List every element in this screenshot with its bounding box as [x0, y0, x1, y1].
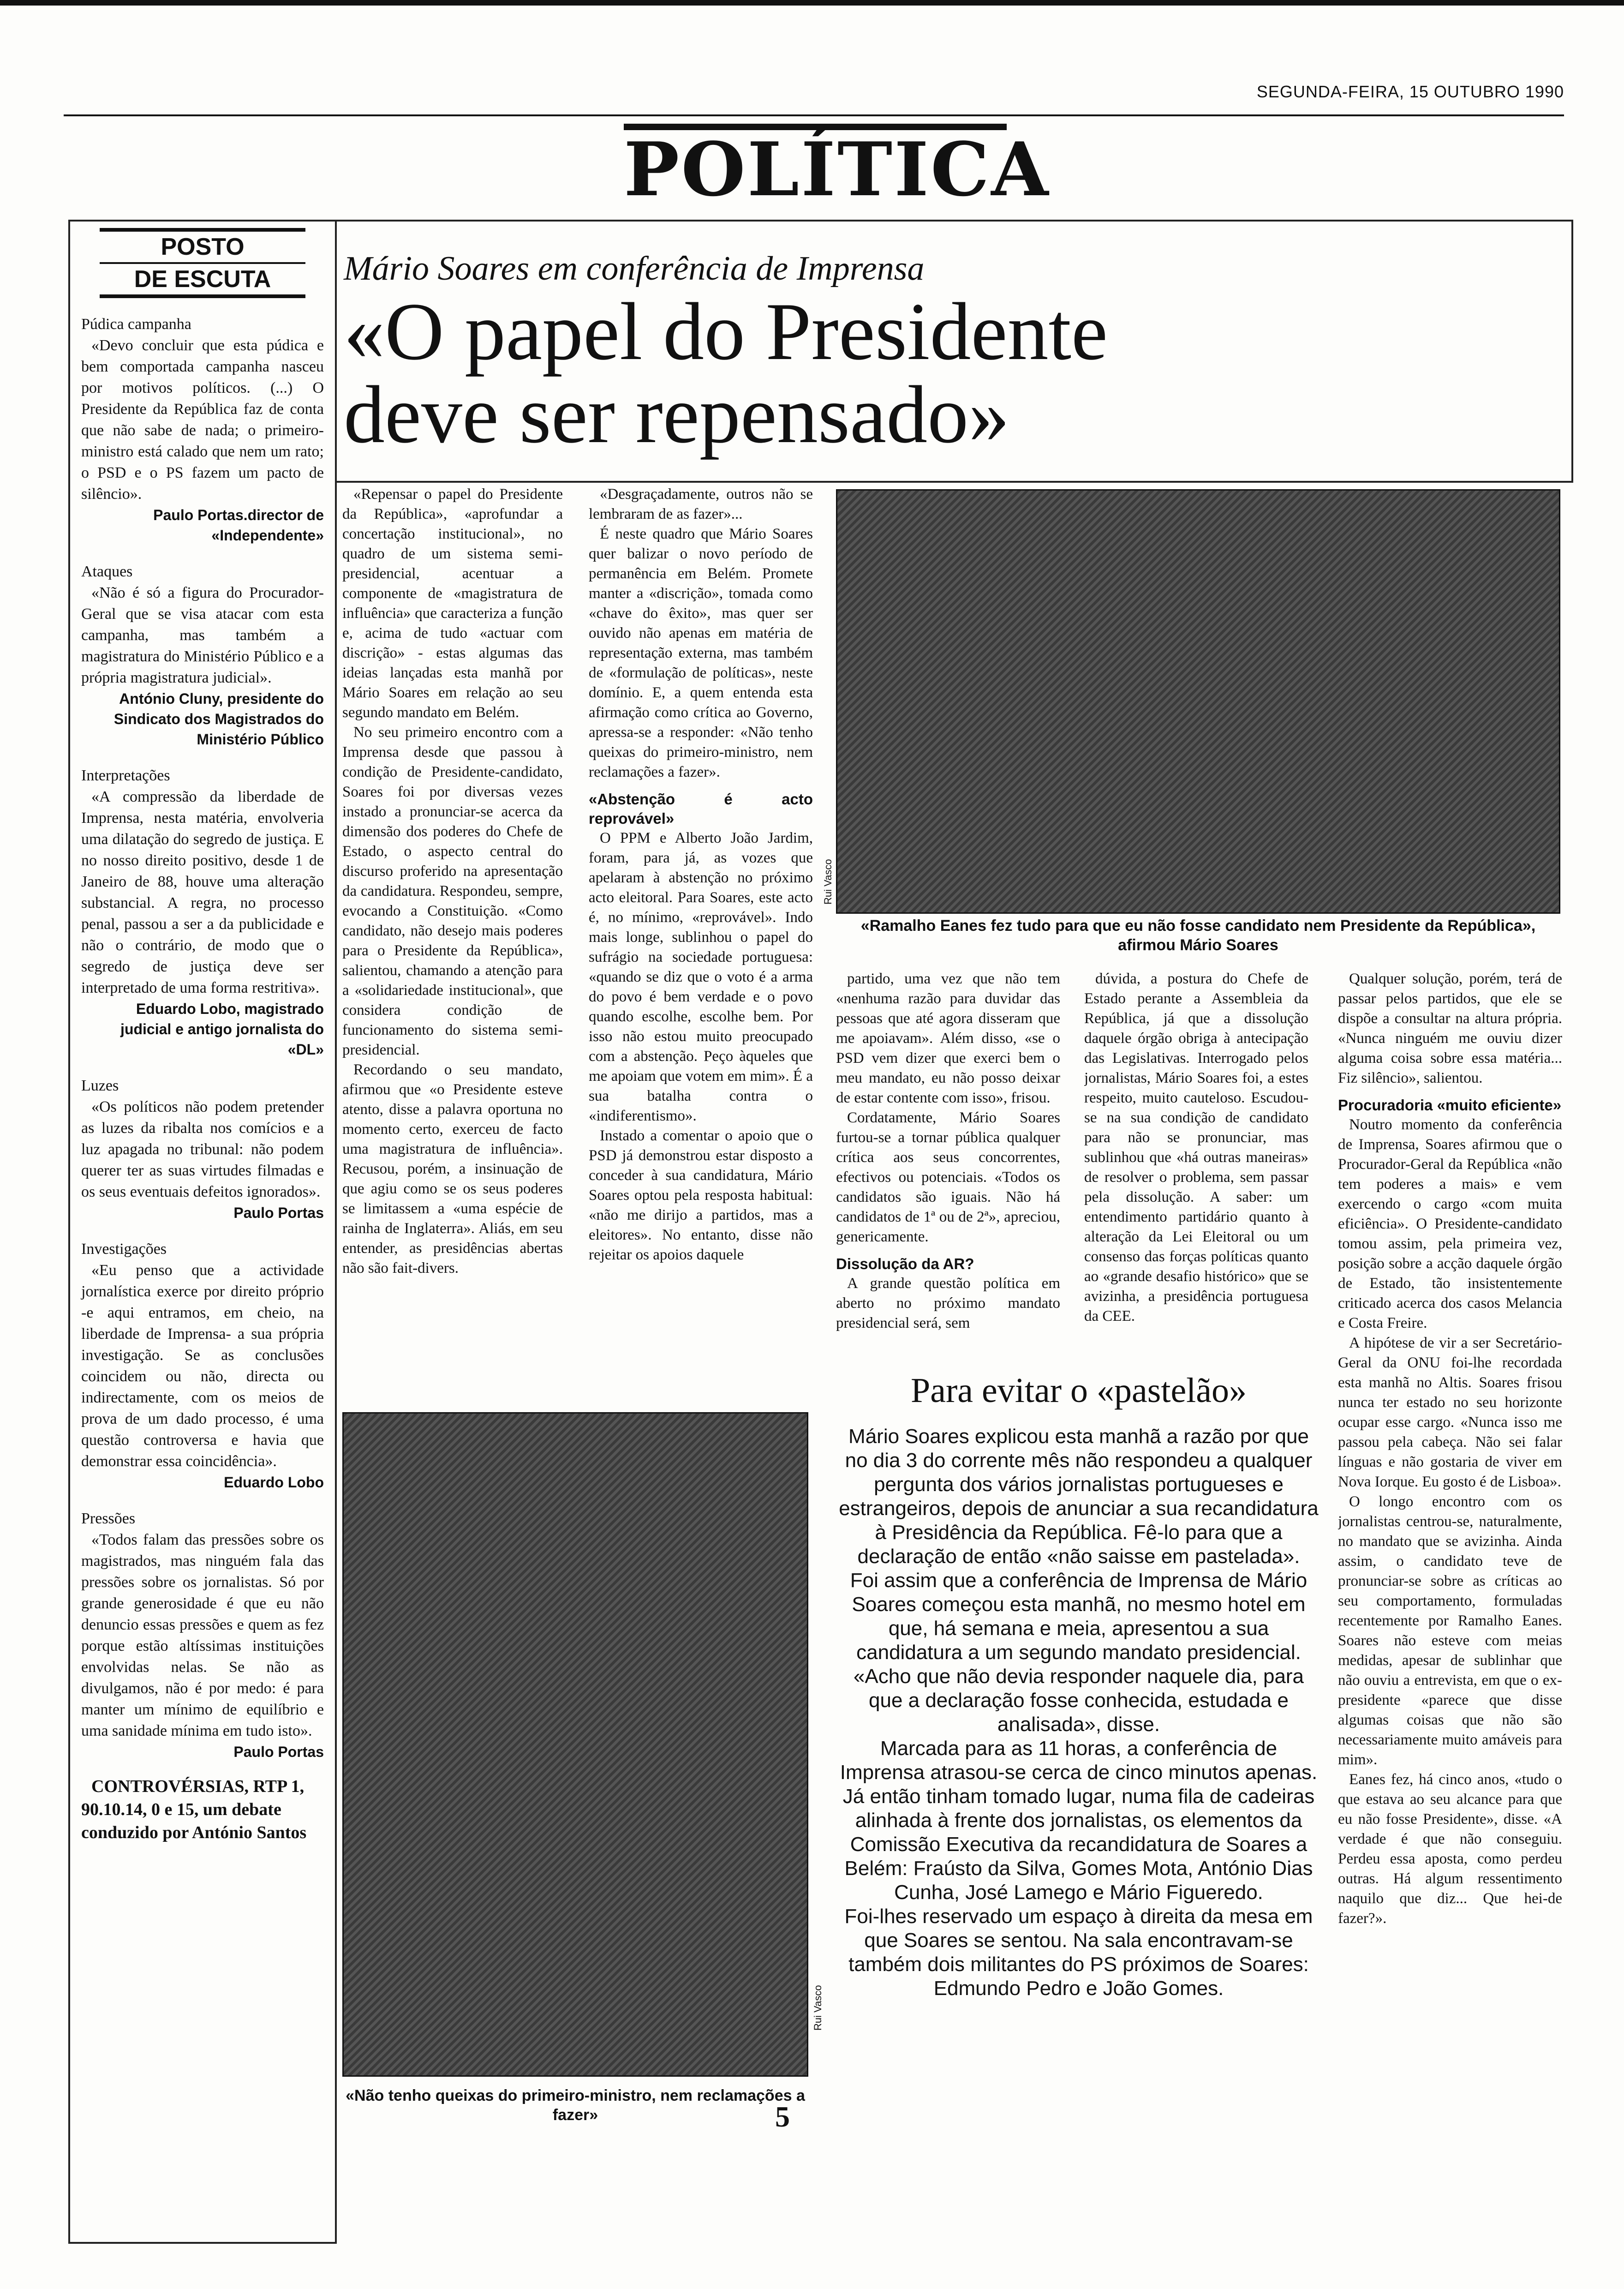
top-rule — [0, 0, 1624, 6]
article-column-3 — [836, 969, 1060, 1403]
header-rule — [64, 114, 1564, 116]
article-headline — [344, 286, 1543, 460]
sidebar-item-text: «Os políticos não podem pretender as luzes da ribalta nos comícios e a luz apagada no tribunal: não podem querer ter as suas virtudes filmadas e os seus eventuais defeitos ignorados». — [81, 1098, 324, 1200]
article-paragraph: É neste quadro que Mário Soares quer balizar o novo período de permanência em Belém. Promete manter a «discrição», tomada como «chave do êxito», mas quer ser ouvido não apenas em matéria de representação externa, mas também de «formulação de políticas», neste domínio. E, a quem entenda esta afirmação como crítica ao Governo, apressa-se a responder: «Não tenho queixas do primeiro-ministro, nem reclamações a fazer». — [589, 526, 813, 780]
article-column-2 — [589, 485, 813, 1398]
section-title: POLÍTICA — [624, 124, 1007, 209]
article-paragraph: «Desgraçadamente, outros não se lembraram de as fazer»... — [589, 486, 813, 522]
sidebar-title-line2: DE ESCUTA — [134, 266, 271, 293]
article-column-4 — [1084, 969, 1308, 1403]
box-paragraph: Marcada para as 11 horas, a conferência de Imprensa atrasou-se cerca de cinco minutos apenas. Já então tinham tomado lugar, numa fila de cadeiras alinhada à frente dos jornalistas, os elementos da Comissão Executiva da recandidatura de Soares a Belém: Fraústo da Silva, Gomes Mota, António Dias Cunha, José Lamego e Mário Figueredo. — [840, 1737, 1318, 1904]
article-kicker: Mário Soares em conferência de Imprensa — [344, 250, 925, 288]
sidebar-item-heading: Ataques — [81, 563, 133, 580]
photo1-credit: Rui Vasco — [822, 859, 834, 905]
sidebar-item-heading: Púdica campanha — [81, 316, 191, 333]
box-paragraph: Foi-lhes reservado um espaço à direita da mesa em que Soares se sentou. Na sala encontravam-se também dois militantes do PS próximos de Soares: Edmundo Pedro e João Gomes. — [844, 1905, 1313, 2000]
article-paragraph: No seu primeiro encontro com a Imprensa desde que passou à condição de Presidente-candidato, Soares foi por diversas vezes instado a pronunciar-se acerca da dimensão dos poderes do Chefe de Estado, o aspecto central do discurso proferido na apresentação da candidatura. Respondeu, sempre, evocando a Constituição. «Como candidato, não desejo mais poderes para o Presidente da República», salientou, chamando a atenção para a «solidariedade institucional», que considera condição de funcionamento do sistema semi-presidencial. — [342, 724, 563, 1058]
article-paragraph: A hipótese de vir a ser Secretário-Geral da ONU foi-lhe recordada esta manhã no Altis. Soares frisou nunca ter estado no seu horizonte ocupar esse cargo. «Nunca isso me passou pela cabeça. Não sei falar línguas e não gostaria de viver em Nova Iorque. Eu gosto é de Lisboa». — [1338, 1335, 1562, 1490]
article-paragraph: Cordatamente, Mário Soares furtou-se a tornar pública qualquer crítica aos seus concorrentes, efectivos ou potenciais. «Todos os candidatos são iguais. Não há candidatos de 1ª ou de 2ª», apreciou, genericamente. — [836, 1109, 1060, 1245]
article-paragraph: Qualquer solução, porém, terá de passar pelos partidos, que ele se dispõe a consultar na altura própria. «Nunca ninguém me ouviu dizer alguma coisa sobre essa matéria... Fiz silêncio», salientou. — [1338, 971, 1562, 1086]
sidebar-title — [81, 228, 324, 298]
photo-mario-soares-1 — [836, 489, 1560, 914]
sidebar-item-text: «Eu penso que a actividade jornalística exerce por direito próprio -e aqui entramos, em cheio, na liberdade de Imprensa- a sua própria investigação. Se as conclusões coincidem ou não, directa ou indirectamente, com os meios de prova de um dado processo, é uma questão controversa e havia que demonstrar essa coincidência». — [81, 1262, 324, 1470]
article-column-1 — [342, 485, 563, 1398]
article-paragraph: dúvida, a postura do Chefe de Estado perante a Assembleia da República, já que a dissolução daquele órgão obriga à antecipação das Legislativas. Interrogado pelos jornalistas, Mário Soares foi, a estes respeito, muito cauteloso. Escudou-se na sua condição de candidato para não se pronunciar, mas sublinhou que «há outras maneiras» de resolver o problema, sem passar pela dissolução. A saber: um entendimento partidário quanto à alteração da Lei Eleitoral ou um consenso das forças políticas quanto ao «grande desafio histórico» que se avizinha, a presidência portuguesa da CEE. — [1084, 971, 1308, 1324]
article-paragraph: O PPM e Alberto João Jardim, foram, para já, as vozes que apelaram à abstenção no próximo acto eleitoral. Para Soares, este acto é, no mínimo, «reprovável». Indo mais longe, sublinhou o papel do sufrágio na sociedade portuguesa: «quando se diz que o voto é a arma do povo é bem verdade e o povo quando escolhe, escolhe bem. Por isso não estou muito preocupado com a abstenção. Peço àqueles que me apoiam que votem em mim». É a sua batalha contra o «indiferentismo». — [589, 830, 813, 1124]
sidebar-items — [81, 316, 324, 1762]
article-paragraph: partido, uma vez que não tem «nenhuma razão para duvidar das pessoas que até agora disseram que me apoiavam». Além disso, «se o PSD vem dizer que exerci bem o meu mandato, eu não posso deixar de estar contente com isso», frisou. — [836, 971, 1060, 1106]
sidebar-item-author: António Cluny, presidente do Sindicato dos Magistrados do Ministério Público — [113, 690, 324, 748]
article-paragraph: A grande questão política em aberto no próximo mandato presidencial será, sem — [836, 1275, 1060, 1331]
sidebar-item-heading: Luzes — [81, 1077, 119, 1094]
sidebar-item-heading: Pressões — [81, 1510, 136, 1527]
sidebar-item-text: «Devo concluir que esta púdica e bem comportada campanha nasceu por motivos políticos. (...) O Presidente da República faz de conta que não sabe de nada; o primeiro-ministro está calado que nem um rato; o PSD e o PS fazem um pacto de silêncio». — [81, 337, 324, 503]
sidebar-item-heading: Investigações — [81, 1240, 167, 1258]
box-paragraph: Mário Soares explicou esta manhã a razão por que no dia 3 do corrente mês não respondeu a qualquer pergunta dos vários jornalistas portugueses e estrangeiros, depois de anunciar a sua recandidatura à Presidência da República. Fê-lo para que a declaração de então «não saisse em pastelada». — [839, 1425, 1319, 1568]
sidebar-item-author: Paulo Portas — [233, 1744, 324, 1760]
sidebar-item-author: Eduardo Lobo, magistrado judicial e antigo jornalista do «DL» — [120, 1001, 324, 1058]
article-paragraph: «Repensar o papel do Presidente da República», «aprofundar a concertação institucional», no quadro de um sistema semi-presidencial, acentuar a componente de «magistratura de influência» que caracteriza a função e, acima de tudo «actuar com discrição» - estas algumas das ideias lançadas esta manhã por Mário Soares em relação ao seu segundo mandato em Belém. — [342, 486, 563, 721]
subhead-abstencao: «Abstenção é acto reprovável» — [589, 791, 813, 827]
headline-line1: «O papel do Presidente — [344, 286, 1108, 377]
sidebar-item-author: Paulo Portas.director de «Independente» — [153, 507, 324, 544]
article-paragraph: Instado a comentar o apoio que o PSD já demonstrou estar disposto a conceder à sua candidatura, Mário Soares optou pela resposta habitual: «não me dirijo a partidos, mas a eleitores». No entanto, disse não rejeitar os apoios daquele — [589, 1127, 813, 1263]
article-column-5 — [1338, 969, 1562, 2197]
box-paragraph: Foi assim que a conferência de Imprensa de Mário Soares começou esta manhã, no mesmo hotel em que, há semana e meia, apresentou a sua candidatura a um segundo mandato presidencial. «Acho que não devia responder naquele dia, para que a declaração fosse conhecida, estudada e analisada», disse. — [850, 1569, 1308, 1736]
photo2-credit: Rui Vasco — [812, 1985, 824, 2031]
photo-mario-soares-2 — [342, 1412, 808, 2077]
article-paragraph: Eanes fez, há cinco anos, «tudo o que estava ao seu alcance para que eu não fosse Presidente», disse. «A verdade é que não conseguiu. Perdeu essa aposta, como perdeu outras. Há algum ressentimento naquilo que diz... Que hei-de fazer?». — [1338, 1771, 1562, 1927]
subhead-procuradoria: Procuradoria «muito eficiente» — [1338, 1097, 1562, 1114]
sidebar-item-text: «Não é só a figura do Procurador-Geral que se visa atacar com esta campanha, mas também a magistratura do Ministério Público e a própria magistratura judicial». — [81, 584, 324, 686]
subhead-dissolucao: Dissolução da AR? — [836, 1255, 974, 1272]
sidebar-item-heading: Interpretações — [81, 767, 170, 784]
sidebar-item-text: «Todos falam das pressões sobre os magistrados, mas ninguém fala das pressões sobre os jornalistas. Só por grande generosidade é que eu não denuncio essas pressões e quem as fez porque estão altíssimas instituições envolvidas nelas. Se não as divulgamos, não é por medo: é para manter um mínimo de equilíbrio e uma sanidade mínima em tudo isto». — [81, 1531, 324, 1739]
sidebar-item-author: Eduardo Lobo — [224, 1474, 324, 1491]
dateline: SEGUNDA-FEIRA, 15 OUTUBRO 1990 — [1256, 82, 1564, 101]
sidebar-final-note: CONTROVÉRSIAS, RTP 1, 90.10.14, 0 e 15, um debate conduzido por António Santos — [81, 1777, 307, 1842]
sidebar-item-text: «A compressão da liberdade de Imprensa, nesta matéria, envolveria uma dilatação do segredo de justiça. E no nosso direito positivo, desde 1 de Janeiro de 88, houve uma alteração substancial. A regra, no processo penal, passou a ser a da publicidade e não o contrário, de modo que o segredo de justiça deve ser interpretado de uma forma restritiva». — [81, 788, 324, 996]
sidebar-item-author: Paulo Portas — [233, 1204, 324, 1221]
photo2-caption: «Não tenho queixas do primeiro-ministro, nem reclamações a fazer» — [346, 2087, 805, 2124]
sidebar-posto-de-escuta — [68, 220, 337, 2244]
box-title: Para evitar o «pastelão» — [910, 1371, 1247, 1410]
photo1-caption: «Ramalho Eanes fez tudo para que eu não fosse candidato nem Presidente da República», afirmou Mário Soares — [860, 917, 1536, 954]
headline-line2: deve ser repensado» — [344, 369, 1010, 460]
article-paragraph: Noutro momento da conferência de Imprensa, Soares afirmou que o Procurador-Geral da República «não tem poderes a mais» e vem exercendo o cargo «com muita eficiência». O Presidente-candidato tomou assim, pela primeira vez, posição sobre a acção daquele órgão de Estado, tão insistentemente criticado acerca dos casos Melancia e Costa Freire. — [1338, 1116, 1562, 1331]
box-text — [839, 1425, 1319, 2001]
page-number: 5 — [775, 2100, 790, 2133]
sidebar-box-pastelao — [839, 1371, 1319, 2091]
article-paragraph: O longo encontro com os jornalistas centrou-se, naturalmente, no mandato que se avizinha. Ainda assim, o candidato teve de pronunciar-se sobre as críticas ao seu comportamento, formuladas recentemente por Ramalho Eanes. Soares não esteve com meias medidas, apesar de sublinhar que não ouviu a entrevista, em que o ex-presidente «parece que disse algumas coisas que não são necessariamente muito amáveis para mim». — [1338, 1493, 1562, 1768]
sidebar-title-line1: POSTO — [161, 234, 245, 260]
article-paragraph: Recordando o seu mandato, afirmou que «o Presidente esteve atento, disse a palavra oportuna no momento certo, exerceu de facto uma magistratura de influência». Recusou, porém, a insinuação de que agiu como se os seus poderes se limitassem a «uma espécie de rainha de Inglaterra». Aliás, em seu entender, as presidências abertas não são fait-divers. — [342, 1061, 563, 1276]
